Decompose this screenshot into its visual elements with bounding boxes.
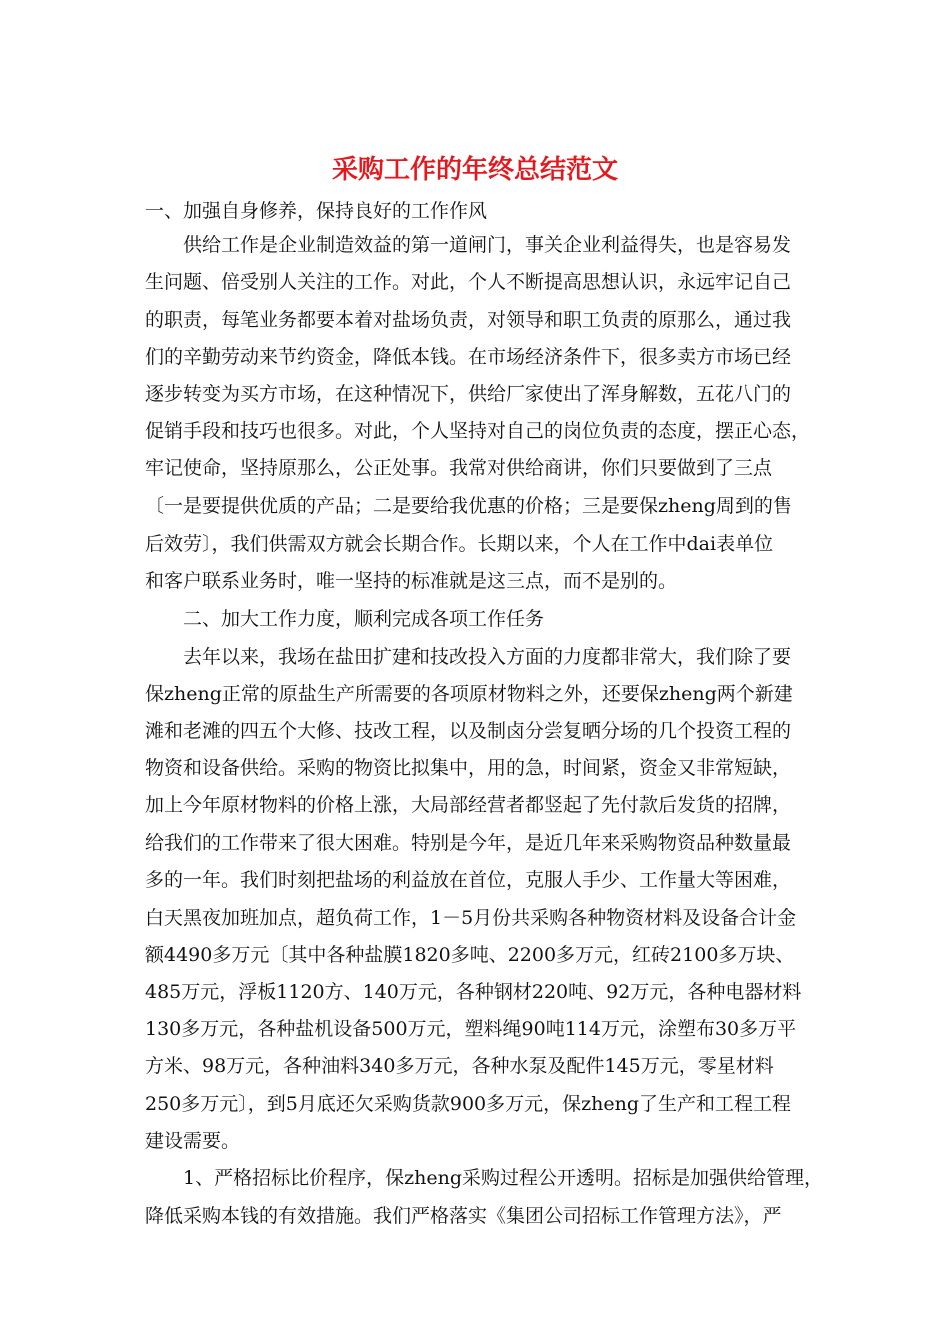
paragraph-line: 供给工作是企业制造效益的第一道闸门，事关企业利益得失，也是容易发 xyxy=(183,234,792,256)
paragraph-line: 去年以来，我场在盐田扩建和技改投入方面的力度都非常大，我们除了要 xyxy=(183,646,792,668)
paragraph-line: 和客户联系业务时，唯一坚持的标准就是这三点，而不是别的。 xyxy=(145,570,678,592)
paragraph-line: 250多万元〕，到5月底还欠采购货款900多万元，保zheng了生产和工程工程 xyxy=(145,1093,792,1115)
paragraph-line: 额4490多万元〔其中各种盐膜1820多吨、2200多万元，红砖2100多万块、 xyxy=(145,944,795,966)
paragraph-line: 485万元，浮板1120方、140万元，各种钢材220吨、92万元，各种电器材料 xyxy=(145,981,802,1003)
paragraph-line: 逐步转变为买方市场，在这种情况下，供给厂家使出了浑身解数，五花八门的 xyxy=(145,383,792,405)
paragraph-line: 促销手段和技巧也很多。对此，个人坚持对自己的岗位负责的态度，摆正心态， xyxy=(145,420,811,442)
paragraph-line: 物资和设备供给。采购的物资比拟集中，用的急，时间紧，资金又非常短缺， xyxy=(145,757,792,779)
paragraph-line: 的职责，每笔业务都要本着对盐场负责，对领导和职工负责的原那么，通过我 xyxy=(145,309,792,331)
paragraph-line: 1、严格招标比价程序，保zheng采购过程公开透明。招标是加强供给管理， xyxy=(183,1167,823,1189)
paragraph-line: 多的一年。我们时刻把盐场的利益放在首位，克服人手少、工作量大等困难， xyxy=(145,869,792,891)
paragraph-line: 〔一是要提供优质的产品；二是要给我优惠的价格；三是要保zheng周到的售 xyxy=(145,495,792,517)
document-title: 采购工作的年终总结范文 xyxy=(331,155,618,185)
paragraph-line: 牢记使命，坚持原那么，公正处事。我常对供给商讲，你们只要做到了三点 xyxy=(145,457,773,479)
paragraph-line: 们的辛勤劳动来节约资金，降低本钱。在市场经济条件下，很多卖方市场已经 xyxy=(145,346,792,368)
paragraph-line: 降低采购本钱的有效措施。我们严格落实《集团公司招标工作管理方法》，严 xyxy=(145,1205,782,1227)
paragraph-line: 建设需要。 xyxy=(145,1130,241,1152)
paragraph-line: 保zheng正常的原盐生产所需要的各项原材物料之外，还要保zheng两个新建 xyxy=(145,683,793,705)
paragraph-line: 后效劳〕，我们供需双方就会长期合作。长期以来，个人在工作中dai表单位 xyxy=(145,533,774,555)
paragraph-line: 加上今年原材物料的价格上涨，大局部经营者都竖起了先付款后发货的招牌， xyxy=(145,794,792,816)
paragraph-line: 给我们的工作带来了很大困难。特别是今年，是近几年来采购物资品种数量最 xyxy=(145,832,792,854)
paragraph-line: 130多万元，各种盐机设备500万元，塑料绳90吨114万元，涂塑布30多万平 xyxy=(145,1018,797,1040)
paragraph-line: 方米、98万元，各种油料340多万元，各种水泵及配件145万元，零星材料 xyxy=(145,1055,774,1077)
paragraph-line: 白天黑夜加班加点，超负荷工作，1－5月份共采购各种物资材料及设备合计金 xyxy=(145,907,797,929)
paragraph-line: 生问题、倍受别人关注的工作。对此，个人不断提高思想认识，永远牢记自己 xyxy=(145,271,792,293)
paragraph-line: 一、加强自身修养，保持良好的工作作风 xyxy=(145,200,488,222)
paragraph-line: 滩和老滩的四五个大修、技改工程，以及制卤分尝复晒分场的几个投资工程的 xyxy=(145,720,792,742)
paragraph-line: 二、加大工作力度，顺利完成各项工作任务 xyxy=(183,608,545,630)
